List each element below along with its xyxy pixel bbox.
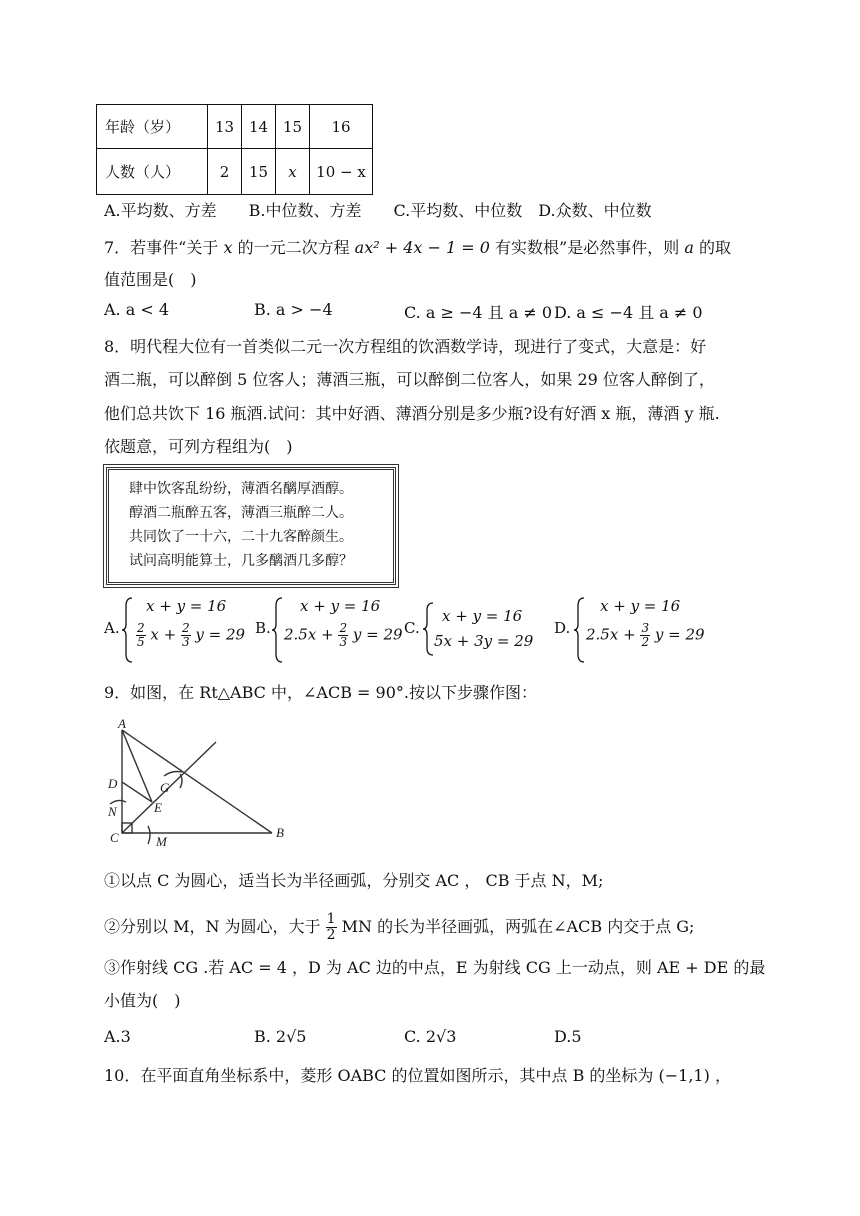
fraction-den: 2 bbox=[326, 927, 336, 943]
text: x + bbox=[150, 625, 177, 644]
q9-option-a: A.3 bbox=[104, 1027, 131, 1046]
q9-step3-line2: 小值为( ) bbox=[104, 991, 181, 1010]
option-d-eq2 bbox=[586, 622, 705, 649]
fraction-den: 5 bbox=[137, 635, 145, 649]
option-a-eq2 bbox=[136, 622, 245, 649]
fraction-den: 3 bbox=[182, 635, 190, 649]
text: y = 29 bbox=[195, 625, 246, 644]
poem-line: 共同饮了一十六，二十九客醉颜生。 bbox=[129, 529, 353, 545]
text: y = 29 bbox=[352, 625, 403, 644]
label-b: B bbox=[276, 825, 284, 840]
option-d-eq1: x + y = 16 bbox=[600, 597, 681, 615]
q7-stem-line1 bbox=[104, 235, 731, 258]
fraction-num: 2 bbox=[339, 621, 348, 635]
label-c: C bbox=[110, 830, 119, 845]
table-cell: 16 bbox=[310, 105, 373, 149]
table-cell: 15 bbox=[242, 149, 276, 195]
text: a bbox=[684, 238, 694, 257]
q10-stem: 10．在平面直角坐标系中，菱形 OABC 的位置如图所示，其中点 B 的坐标为 (−1,1) ， bbox=[104, 1066, 731, 1085]
table-cell: x bbox=[276, 149, 310, 195]
fraction-num: 3 bbox=[641, 621, 650, 635]
label-n: N bbox=[108, 804, 117, 819]
q8-line4: 依题意，可列方程组为( ) bbox=[104, 437, 293, 456]
q9-step3-line1: ③作射线 CG .若 AC = 4 ，D 为 AC 边的中点，E 为射线 CG 上一动点，则 AE + DE 的最 bbox=[104, 958, 766, 977]
q7-option-d: D. a ≤ −4 且 a ≠ 0 bbox=[554, 303, 703, 322]
q9-option-d: D.5 bbox=[554, 1027, 582, 1046]
fraction-num: 2 bbox=[137, 621, 145, 635]
fraction-num: 2 bbox=[182, 621, 190, 635]
label-d: D bbox=[108, 776, 118, 791]
text: x bbox=[223, 238, 233, 257]
option-d-label: D. bbox=[554, 619, 571, 637]
q9-step1: ①以点 C 为圆心，适当长为半径画弧，分别交 AC ， CB 于点 N，M; bbox=[104, 871, 604, 890]
table-cell: 14 bbox=[242, 105, 276, 149]
fraction-num: 1 bbox=[326, 911, 336, 927]
q9-step2 bbox=[104, 912, 694, 943]
q7-option-b: B. a > −4 bbox=[254, 300, 333, 319]
q8-line1: 8．明代程大位有一首类似二元一次方程组的饮酒数学诗，现进行了变式，大意是：好 bbox=[104, 337, 707, 356]
q8-line2: 酒二瓶，可以醉倒 5 位客人；薄酒三瓶，可以醉倒二位客人，如果 29 位客人醉倒了， bbox=[104, 370, 715, 389]
option-c-label: C. bbox=[404, 619, 420, 637]
text: ②分别以 M，N 为圆心，大于 bbox=[104, 917, 321, 936]
text: 有实数根”是必然事件，则 bbox=[489, 238, 685, 257]
age-count-table bbox=[96, 104, 373, 195]
brace-b bbox=[272, 596, 284, 664]
poem-box bbox=[106, 467, 396, 585]
poem-line: 肆中饮客乱纷纷，薄酒名醨厚酒醇。 bbox=[129, 481, 353, 497]
table-cell: 10 − x bbox=[310, 149, 373, 195]
q8-line3: 他们总共饮下 16 瓶酒.试问：其中好酒、薄酒分别是多少瓶?设有好酒 x 瓶，薄酒 y 瓶. bbox=[104, 404, 720, 423]
q7-stem-line2: 值范围是( ) bbox=[104, 270, 197, 289]
fraction-den: 3 bbox=[339, 635, 348, 649]
poem-line: 醇酒二瓶醉五客，薄酒三瓶醉二人。 bbox=[129, 505, 353, 521]
option-c-eq2: 5x + 3y = 29 bbox=[434, 632, 534, 650]
text: 的一元二次方程 bbox=[232, 238, 355, 257]
q9-option-b: B. 2√5 bbox=[254, 1027, 307, 1046]
text: 2.5x + bbox=[586, 625, 636, 644]
table-header-count: 人数（人） bbox=[97, 149, 208, 195]
text: 2.5x + bbox=[284, 625, 334, 644]
fraction-den: 2 bbox=[641, 635, 650, 649]
option-a-eq1: x + y = 16 bbox=[146, 597, 227, 615]
text: y = 29 bbox=[654, 625, 705, 644]
brace-d bbox=[574, 596, 586, 664]
label-e: E bbox=[154, 800, 162, 815]
q9-figure bbox=[100, 716, 300, 856]
option-b-label: B. bbox=[255, 619, 271, 637]
q9-option-c: C. 2√3 bbox=[404, 1027, 457, 1046]
text: 7．若事件“关于 bbox=[104, 238, 224, 257]
label-g: G bbox=[160, 780, 170, 795]
text: 的取 bbox=[693, 238, 731, 257]
brace-a bbox=[122, 596, 134, 664]
arc-g1 bbox=[164, 772, 182, 777]
option-c-eq1: x + y = 16 bbox=[442, 607, 523, 625]
table-cell: 13 bbox=[208, 105, 242, 149]
option-b-eq1: x + y = 16 bbox=[300, 597, 381, 615]
arc-m bbox=[148, 826, 150, 844]
q7-option-a: A. a < 4 bbox=[104, 300, 170, 319]
option-a-label: A. bbox=[104, 619, 120, 637]
q9-intro: 9．如图，在 Rt△ABC 中，∠ACB = 90°.按以下步骤作图： bbox=[104, 683, 537, 702]
poem-line: 试问高明能算士，几多醨酒几多醇？ bbox=[129, 553, 353, 569]
text: MN 的长为半径画弧，两弧在∠ACB 内交于点 G; bbox=[341, 917, 695, 936]
table-header-age: 年龄（岁） bbox=[97, 105, 208, 149]
label-a: A bbox=[118, 716, 126, 731]
q6-options: A.平均数、方差 B.中位数、方差 C.平均数、中位数 D.众数、中位数 bbox=[104, 201, 652, 220]
label-m: M bbox=[156, 834, 167, 849]
hypotenuse-ab bbox=[122, 730, 272, 833]
q7-option-c: C. a ≥ −4 且 a ≠ 0 bbox=[404, 303, 553, 322]
equation: ax² + 4x − 1 = 0 bbox=[354, 238, 490, 257]
option-b-eq2 bbox=[284, 622, 403, 649]
table-cell: 15 bbox=[276, 105, 310, 149]
table-cell: 2 bbox=[208, 149, 242, 195]
